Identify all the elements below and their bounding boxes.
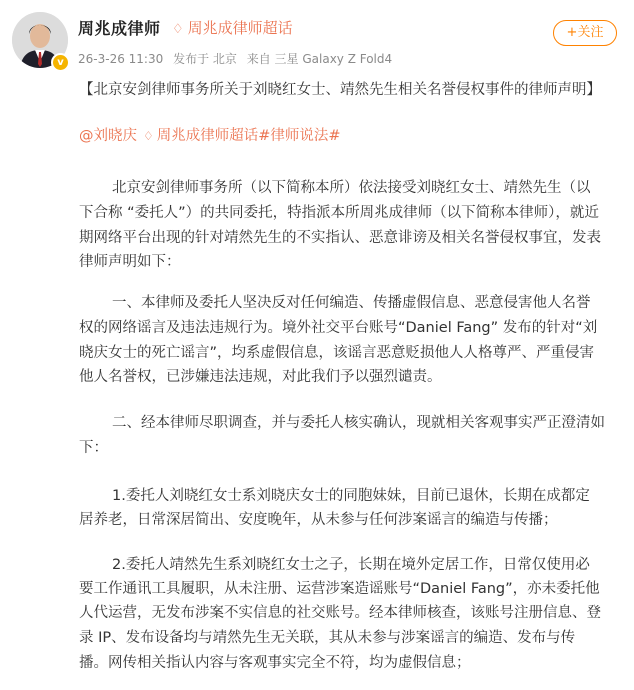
paragraph-line: 居养老，日常深居简出、安度晚年，从未参与任何涉案谣言的编造与传播； <box>79 512 558 528</box>
hashtag-link[interactable]: #律师说法# <box>258 128 341 144</box>
verified-badge-icon: v <box>51 53 70 72</box>
paragraph-line: 人代运营，无发布涉案不实信息的社交账号。经本律师核查，该账号注册信息、登 <box>79 605 601 621</box>
paragraph-line: 晓庆女士的死亡谣言”，均系虚假信息，该谣言恶意贬损他人人格尊严、严重侵害 <box>79 345 595 361</box>
supertopic-tag-link[interactable]: 周兆成律师超话 <box>156 128 259 144</box>
paragraph-line: 期网络平台出现的针对靖然先生的不实指认、恶意诽谤及相关名誉侵权事宜，发表 <box>79 230 601 246</box>
mention-link[interactable]: @刘晓庆 <box>79 128 137 144</box>
paragraph-line: 要工作通讯工具履职，从未注册、运营涉案造谣账号“Daniel Fang”，亦未委托他 <box>79 581 600 597</box>
paragraph-line: 北京安剑律师事务所（以下简称本所）依法接受刘晓红女士、靖然先生（以 <box>112 180 591 196</box>
paragraph-line: 他人名誉权，已涉嫌违法违规，对此我们予以强烈谴责。 <box>79 369 442 385</box>
paragraph-line: 下合称 “委托人”）的共同委托，特指派本所周兆成律师（以下简称本律师），就近 <box>79 205 599 221</box>
post-time[interactable]: 26-3-26 11:30 <box>78 52 164 66</box>
paragraph-line: 2.委托人靖然先生系刘晓红女士之子，长期在境外定居工作，日常仅使用必 <box>112 557 590 573</box>
supertopic-link[interactable] <box>172 17 293 38</box>
paragraph-line: 律师声明如下： <box>79 254 181 270</box>
paragraph-line: 二、经本律师尽职调查，并与委托人核实确认，现就相关客观事实严正澄清如 <box>112 415 605 431</box>
paragraph-line: 下： <box>79 440 108 456</box>
paragraph-line: 播。网传相关指认内容与客观事实完全不符，均为虚假信息； <box>79 655 471 671</box>
paragraph-line: 1.委托人刘晓红女士系刘晓庆女士的同胞妹妹，目前已退休，长期在成都定 <box>112 488 590 504</box>
diamond-icon: ♢ <box>172 22 184 37</box>
post-device: 来自 三星 Galaxy Z Fold4 <box>246 52 393 66</box>
post-header <box>0 0 634 78</box>
post-tags <box>79 126 341 146</box>
post-location: 发布于 北京 <box>173 52 237 66</box>
diamond-icon: ♢ <box>143 129 154 143</box>
paragraph-line: 权的网络谣言及违法违规行为。境外社交平台账号“Daniel Fang” 发布的针对“刘 <box>79 320 598 336</box>
user-name[interactable]: 周兆成律师 <box>78 19 161 38</box>
paragraph-line: 一、本律师及委托人坚决反对任何编造、传播虚假信息、恶意侵害他人名誉 <box>112 295 591 311</box>
post-title: 【北京安剑律师事务所关于刘晓红女士、靖然先生相关名誉侵权事件的律师声明】 <box>79 82 601 98</box>
supertopic-label: 周兆成律师超话 <box>187 19 293 37</box>
follow-button[interactable]: +关注 <box>553 20 617 46</box>
post-meta <box>78 50 398 67</box>
paragraph-line: 录 IP、发布设备均与靖然先生无关联，其从未参与涉案谣言的编造、发布与传 <box>79 630 576 646</box>
